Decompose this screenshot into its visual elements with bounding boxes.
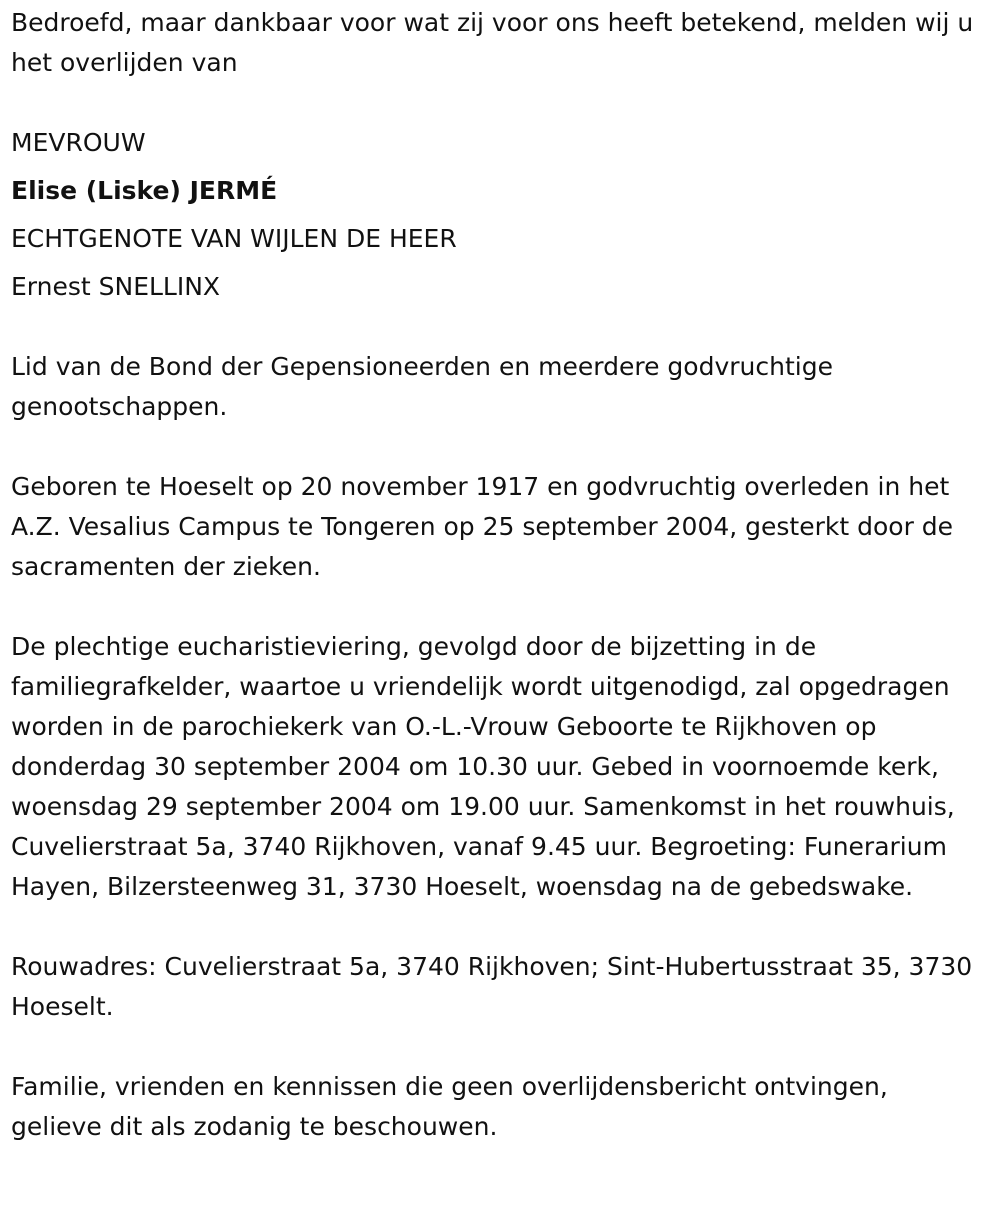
mourning-address: Rouwadres: Cuvelierstraat 5a, 3740 Rijkhoven; Sint-Hubertusstraat 35, 3730 Hoeselt. bbox=[11, 952, 973, 1021]
spouse-label: ECHTGENOTE VAN WIJLEN DE HEER bbox=[11, 224, 457, 253]
birth-death-paragraph: Geboren te Hoeselt op 20 november 1917 en godvruchtig overleden in het A.Z. Vesalius Campus te Tongeren op 25 september 2004, gesterkt door de sacramenten der zieken. bbox=[11, 472, 954, 581]
spouse-name: Ernest SNELLINX bbox=[11, 272, 221, 301]
spacer bbox=[11, 83, 986, 123]
deceased-name: Elise (Liske) JERMÉ bbox=[11, 176, 278, 205]
intro-paragraph: Bedroefd, maar dankbaar voor wat zij voor ons heeft betekend, melden wij u het overlijden van bbox=[11, 8, 974, 77]
spacer bbox=[11, 307, 986, 347]
membership-paragraph: Lid van de Bond der Gepensioneerden en meerdere godvruchtige genootschappen. bbox=[11, 352, 833, 421]
closing-paragraph: Familie, vrienden en kennissen die geen overlijdensbericht ontvingen, gelieve dit als zodanig te beschouwen. bbox=[11, 1072, 888, 1141]
spacer bbox=[11, 427, 986, 467]
spacer bbox=[11, 1027, 986, 1067]
ceremony-paragraph: De plechtige eucharistieviering, gevolgd door de bijzetting in de familiegrafkelder, waartoe u vriendelijk wordt uitgenodigd, zal opgedragen worden in de parochiekerk van O.-L.-Vrouw Geboorte te Rijkhoven op donderdag 30 september 2004 om 10.30 uur. Gebed in voornoemde kerk, woensdag 29 september 2004 om 19.00 uur. Samenkomst in het rouwhuis, Cuvelierstraat 5a, 3740 Rijkhoven, vanaf 9.45 uur. Begroeting: Funerarium Hayen, Bilzersteenweg 31, 3730 Hoeselt, woensdag na de gebedswake. bbox=[11, 632, 955, 901]
spacer bbox=[11, 587, 986, 627]
title-line: MEVROUW bbox=[11, 128, 146, 157]
obituary-notice bbox=[11, 3, 986, 1147]
spacer bbox=[11, 907, 986, 947]
